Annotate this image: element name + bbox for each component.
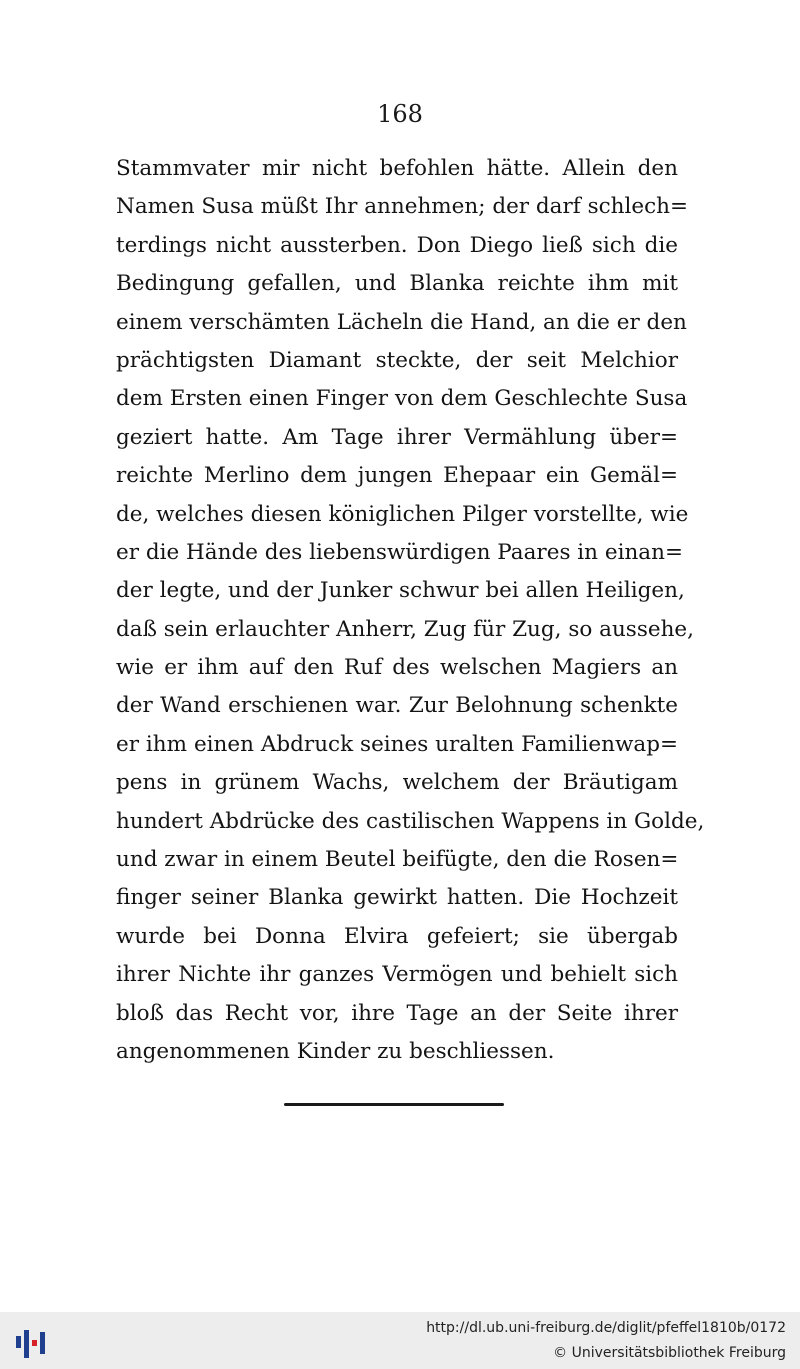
text-line: reichte Merlino dem jungen Ehepaar ein Gemäl= bbox=[116, 463, 678, 489]
text-line: der legte, und der Junker schwur bei allen Heiligen, bbox=[116, 578, 685, 604]
text-line: prächtigsten Diamant steckte, der seit Melchior bbox=[116, 347, 678, 373]
text-line: daß sein erlauchter Anherr, Zug für Zug, so aussehe, bbox=[116, 616, 694, 642]
text-line: geziert hatte. Am Tage ihrer Vermählung über= bbox=[116, 424, 678, 450]
text-line: Bedingung gefallen, und Blanka reichte ihm mit bbox=[116, 271, 678, 297]
text-line: er die Hände des liebenswürdigen Paares in einan= bbox=[116, 539, 683, 565]
text-line: Namen Susa müßt Ihr annehmen; der darf schlech= bbox=[116, 194, 688, 220]
footer-bar bbox=[0, 1312, 800, 1369]
logo-bar-mid bbox=[24, 1330, 29, 1358]
text-line: terdings nicht aussterben. Don Diego ließ sich die bbox=[116, 232, 678, 258]
text-line: wurde bei Donna Elvira gefeiert; sie übergab bbox=[116, 923, 678, 949]
copyright-notice: © Universitätsbibliothek Freiburg bbox=[553, 1345, 786, 1361]
logo-bar-left bbox=[16, 1336, 21, 1348]
page-number: 168 bbox=[377, 100, 423, 128]
text-line: und zwar in einem Beutel beifügte, den die Rosen= bbox=[116, 847, 679, 873]
logo-bar-accent bbox=[32, 1340, 37, 1346]
text-line: wie er ihm auf den Ruf des welschen Magiers an bbox=[116, 655, 678, 681]
permalink-url[interactable]: http://dl.ub.uni-freiburg.de/diglit/pfeffel1810b/0172 bbox=[426, 1320, 786, 1336]
end-ornament-rule bbox=[284, 1103, 504, 1106]
text-line: einem verschämten Lächeln die Hand, an die er den bbox=[116, 309, 687, 335]
text-line: ihrer Nichte ihr ganzes Vermögen und behielt sich bbox=[116, 962, 678, 988]
text-line: hundert Abdrücke des castilischen Wappens in Golde, bbox=[116, 808, 705, 834]
logo-bar-right bbox=[40, 1332, 45, 1354]
text-line: bloß das Recht vor, ihre Tage an der Seite ihrer bbox=[116, 1000, 678, 1026]
text-line: er ihm einen Abdruck seines uralten Familienwap= bbox=[116, 731, 678, 757]
text-line: finger seiner Blanka gewirkt hatten. Die Hochzeit bbox=[116, 885, 678, 911]
ub-freiburg-logo-icon bbox=[12, 1322, 52, 1362]
text-line: pens in grünem Wachs, welchem der Bräutigam bbox=[116, 770, 678, 796]
text-line: dem Ersten einen Finger von dem Geschlechte Susa bbox=[116, 386, 688, 412]
text-line: der Wand erschienen war. Zur Belohnung schenkte bbox=[116, 693, 678, 719]
body-text bbox=[116, 150, 705, 1071]
text-line: de, welches diesen königlichen Pilger vorstellte, wie bbox=[116, 501, 689, 527]
text-line: Stammvater mir nicht befohlen hätte. Allein den bbox=[116, 156, 678, 181]
text-line: angenommenen Kinder zu beschliessen. bbox=[116, 1038, 555, 1064]
